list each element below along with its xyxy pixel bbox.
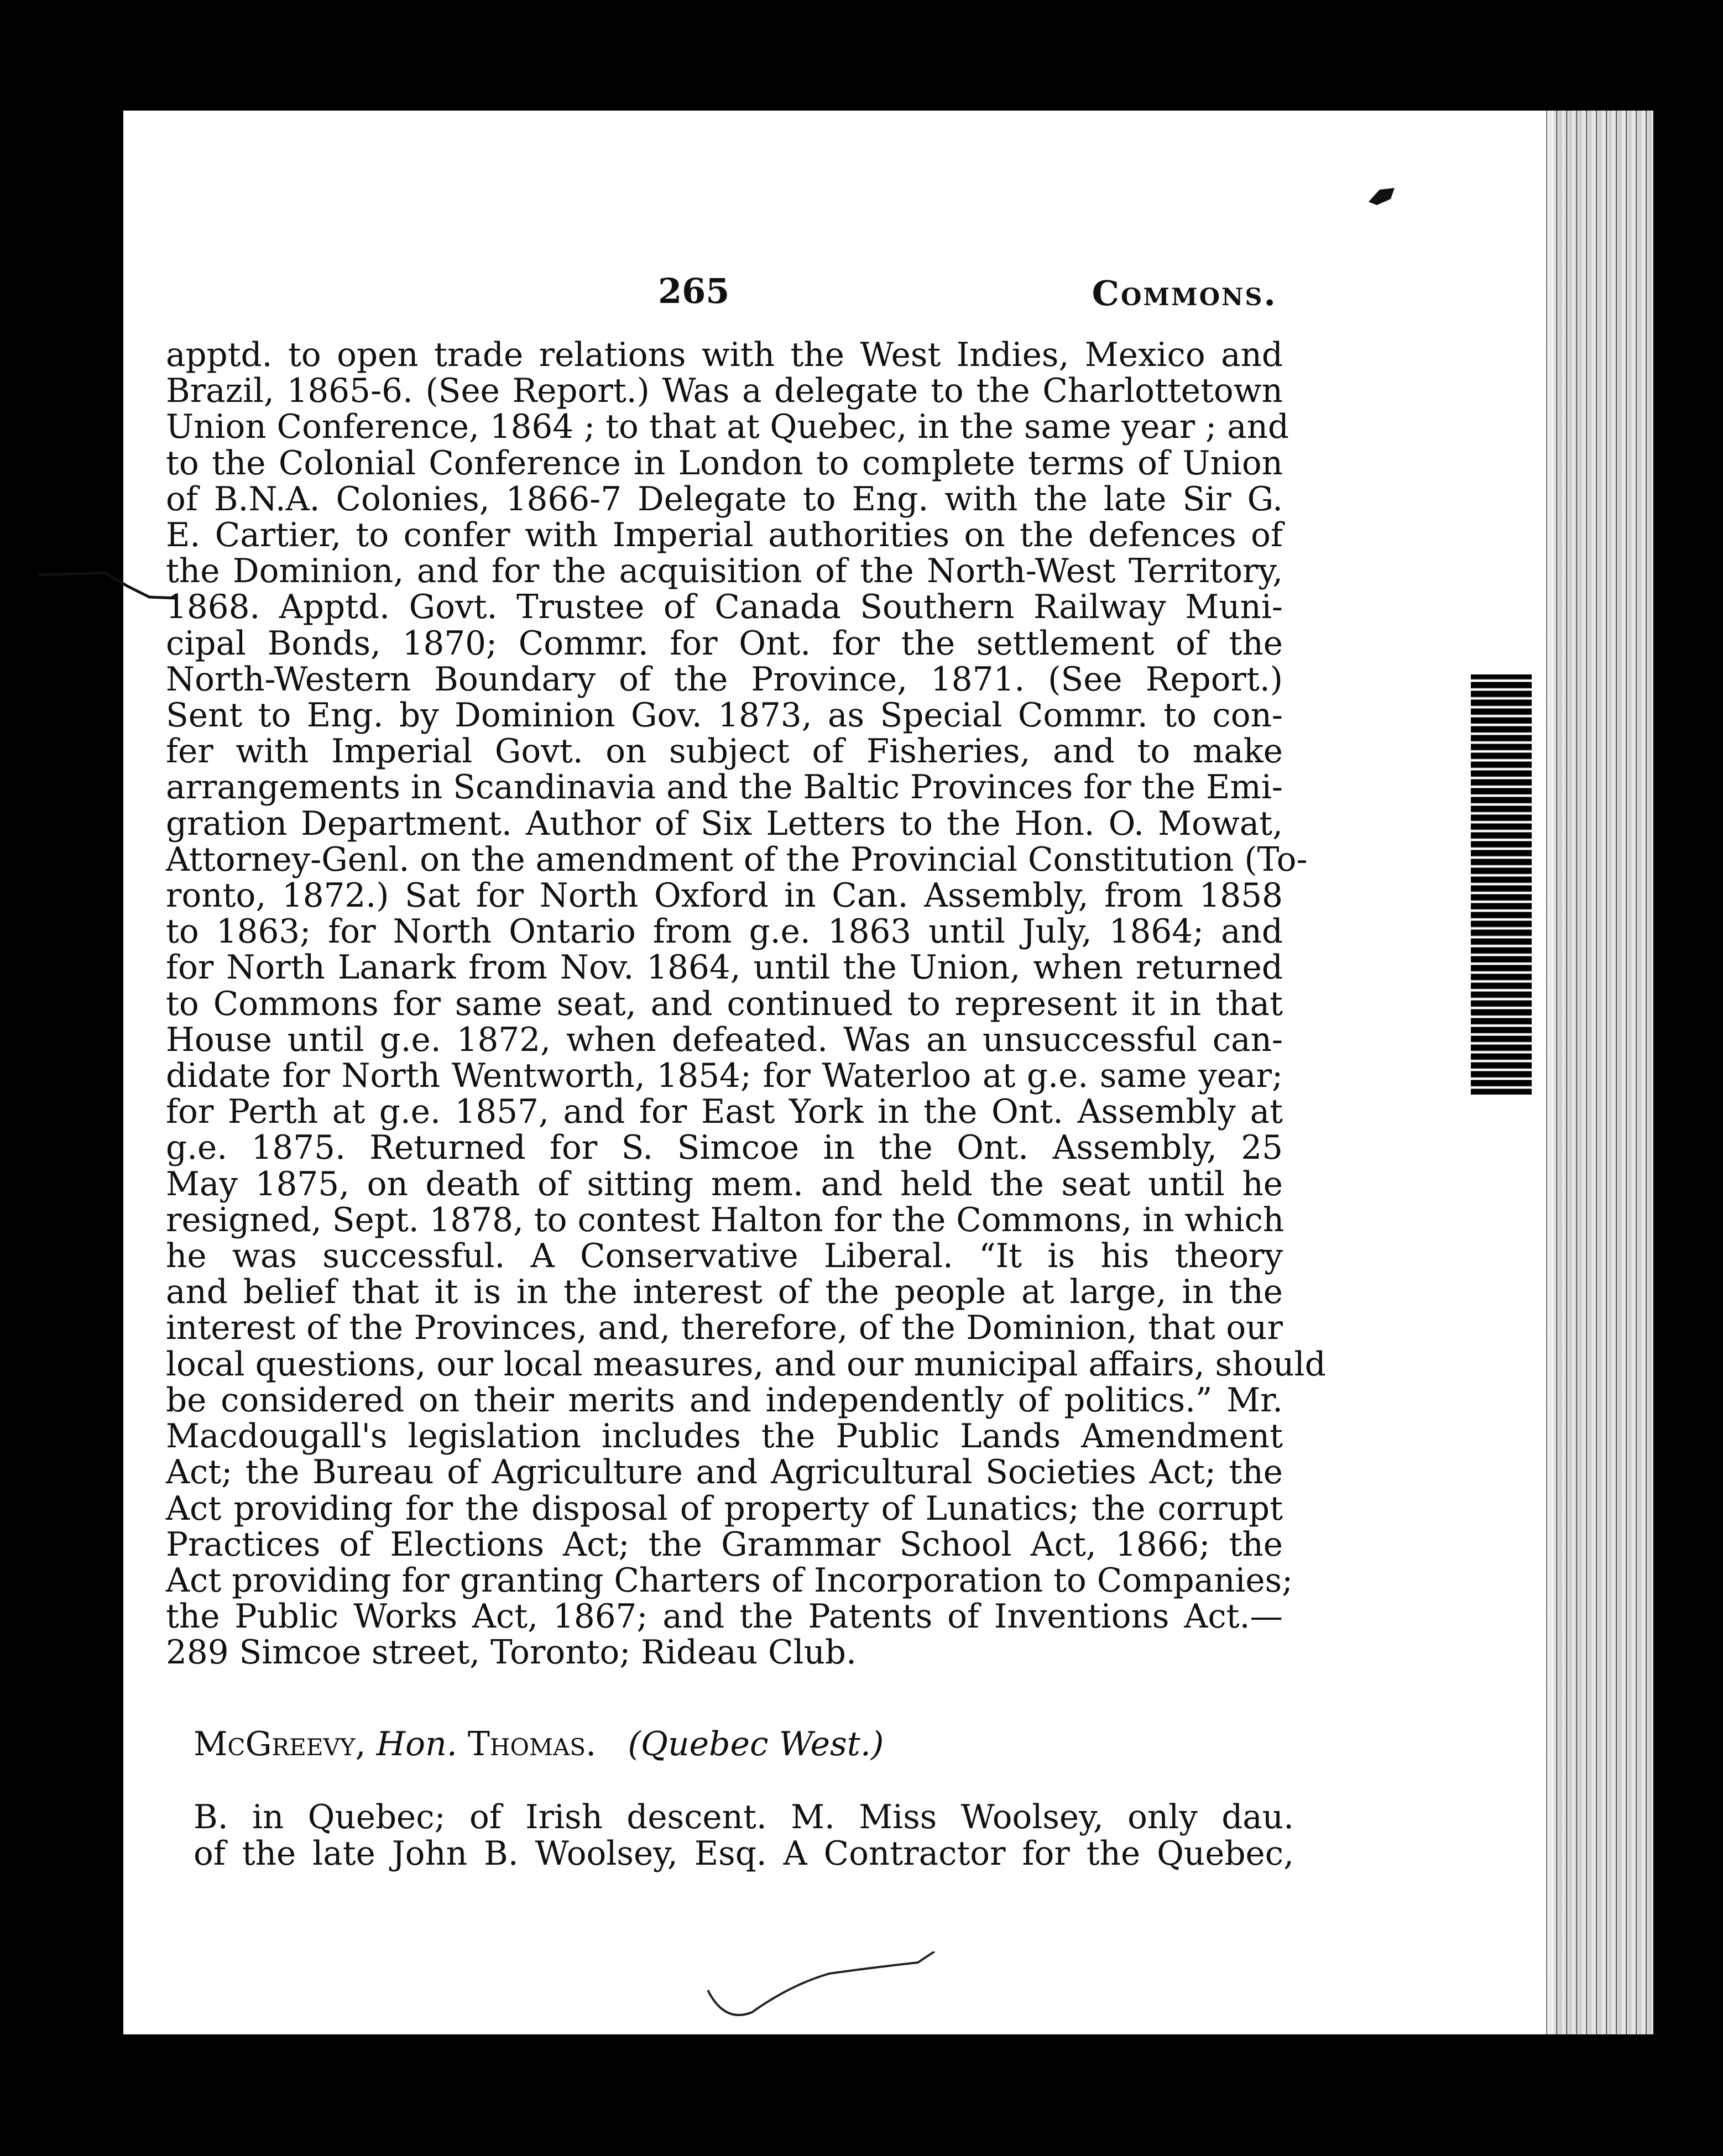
text-line: the Public Works Act, 1867; and the Patents of Inventions Act.— bbox=[166, 1598, 1283, 1636]
text-line: he was successful. A Conservative Liberal. “It is his theory bbox=[166, 1237, 1283, 1276]
text-line: North-Western Boundary of the Province, 1871. (See Report.) bbox=[166, 660, 1283, 699]
text-line: cipal Bonds, 1870; Commr. for Ont. for the settlement of the bbox=[166, 624, 1283, 663]
text-line: 289 Simcoe street, Toronto; Rideau Club. bbox=[166, 1634, 857, 1672]
text-line: B. in Quebec; of Irish descent. M. Miss Woolsey, only dau. bbox=[194, 1798, 1294, 1836]
text-line: g.e. 1875. Returned for S. Simcoe in the Ont. Assembly, 25 bbox=[166, 1129, 1283, 1168]
adjacent-page-print bbox=[1471, 674, 1532, 1095]
text-line: E. Cartier, to confer with Imperial authorities on the defences of bbox=[166, 516, 1283, 555]
text-line: apptd. to open trade relations with the West Indies, Mexico and bbox=[166, 336, 1283, 374]
entry-surname: McGreevy, bbox=[194, 1725, 366, 1763]
text-line: Act providing for granting Charters of Incorporation to Companies; bbox=[166, 1561, 1293, 1600]
margin-bracket-mark bbox=[39, 564, 182, 630]
text-line: Macdougall's legislation includes the Public Lands Amendment bbox=[166, 1417, 1283, 1456]
text-line: didate for North Wentworth, 1854; for Waterloo at g.e. same year; bbox=[166, 1057, 1283, 1096]
text-line: Sent to Eng. by Dominion Gov. 1873, as Special Commr. to con- bbox=[166, 697, 1283, 735]
entry-body bbox=[194, 1799, 1294, 1872]
text-line: Act providing for the disposal of property of Lunatics; the corrupt bbox=[166, 1489, 1283, 1528]
entry-given-name: Thomas. bbox=[467, 1725, 597, 1763]
text-line: interest of the Provinces, and, therefore, of the Dominion, that our bbox=[166, 1309, 1283, 1348]
adjacent-page-edge bbox=[1543, 111, 1653, 2034]
text-line: May 1875, on death of sitting mem. and held the seat until he bbox=[166, 1165, 1283, 1203]
running-head: Commons. bbox=[1092, 273, 1277, 313]
page-header bbox=[658, 271, 1277, 315]
text-line: of the late John B. Woolsey, Esq. A Contractor for the Quebec, bbox=[194, 1835, 1294, 1873]
text-line: to Commons for same seat, and continued to represent it in that bbox=[166, 985, 1283, 1023]
text-line: Attorney-Genl. on the amendment of the Provincial Constitution (To- bbox=[166, 840, 1308, 879]
text-line: resigned, Sept. 1878, to contest Halton for the Commons, in which bbox=[166, 1201, 1285, 1239]
entry-heading bbox=[194, 1725, 884, 1763]
text-line: 1868. Apptd. Govt. Trustee of Canada Southern Railway Muni- bbox=[166, 588, 1283, 627]
text-line: for North Lanark from Nov. 1864, until the Union, when returned bbox=[166, 949, 1283, 987]
ink-blot-mark bbox=[1366, 185, 1399, 207]
text-line: Union Conference, 1864 ; to that at Quebec, in the same year ; and bbox=[166, 408, 1289, 447]
pencil-scribble bbox=[702, 1951, 946, 2040]
entry-honorific: Hon. bbox=[376, 1725, 457, 1763]
text-line: to 1863; for North Ontario from g.e. 1863 until July, 1864; and bbox=[166, 913, 1283, 951]
biography-body bbox=[166, 336, 1326, 1672]
text-line: House until g.e. 1872, when defeated. Was an unsuccessful can- bbox=[166, 1021, 1283, 1059]
text-line: Practices of Elections Act; the Grammar School Act, 1866; the bbox=[166, 1525, 1283, 1564]
text-line: and belief that it is in the interest of the people at large, in the bbox=[166, 1273, 1283, 1312]
text-line: the Dominion, and for the acquisition of the North-West Territory, bbox=[166, 552, 1283, 591]
text-line: arrangements in Scandinavia and the Baltic Provinces for the Emi- bbox=[166, 768, 1283, 807]
text-line: to the Colonial Conference in London to complete terms of Union bbox=[166, 444, 1283, 483]
text-line: Act; the Bureau of Agriculture and Agricultural Societies Act; the bbox=[166, 1453, 1283, 1492]
text-line: be considered on their merits and independently of politics.” Mr. bbox=[166, 1381, 1283, 1420]
entry-constituency: (Quebec West.) bbox=[628, 1725, 884, 1763]
text-line: gration Department. Author of Six Letters to the Hon. O. Mowat, bbox=[166, 804, 1283, 843]
text-line: for Perth at g.e. 1857, and for East York in the Ont. Assembly at bbox=[166, 1093, 1283, 1132]
text-line: Brazil, 1865-6. (See Report.) Was a delegate to the Charlottetown bbox=[166, 372, 1283, 411]
text-line: of B.N.A. Colonies, 1866-7 Delegate to Eng. with the late Sir G. bbox=[166, 480, 1283, 519]
text-line: fer with Imperial Govt. on subject of Fisheries, and to make bbox=[166, 732, 1283, 771]
page-number: 265 bbox=[658, 271, 730, 311]
text-line: ronto, 1872.) Sat for North Oxford in Can. Assembly, from 1858 bbox=[166, 877, 1283, 915]
text-line: local questions, our local measures, and our municipal affairs, should bbox=[166, 1345, 1326, 1384]
